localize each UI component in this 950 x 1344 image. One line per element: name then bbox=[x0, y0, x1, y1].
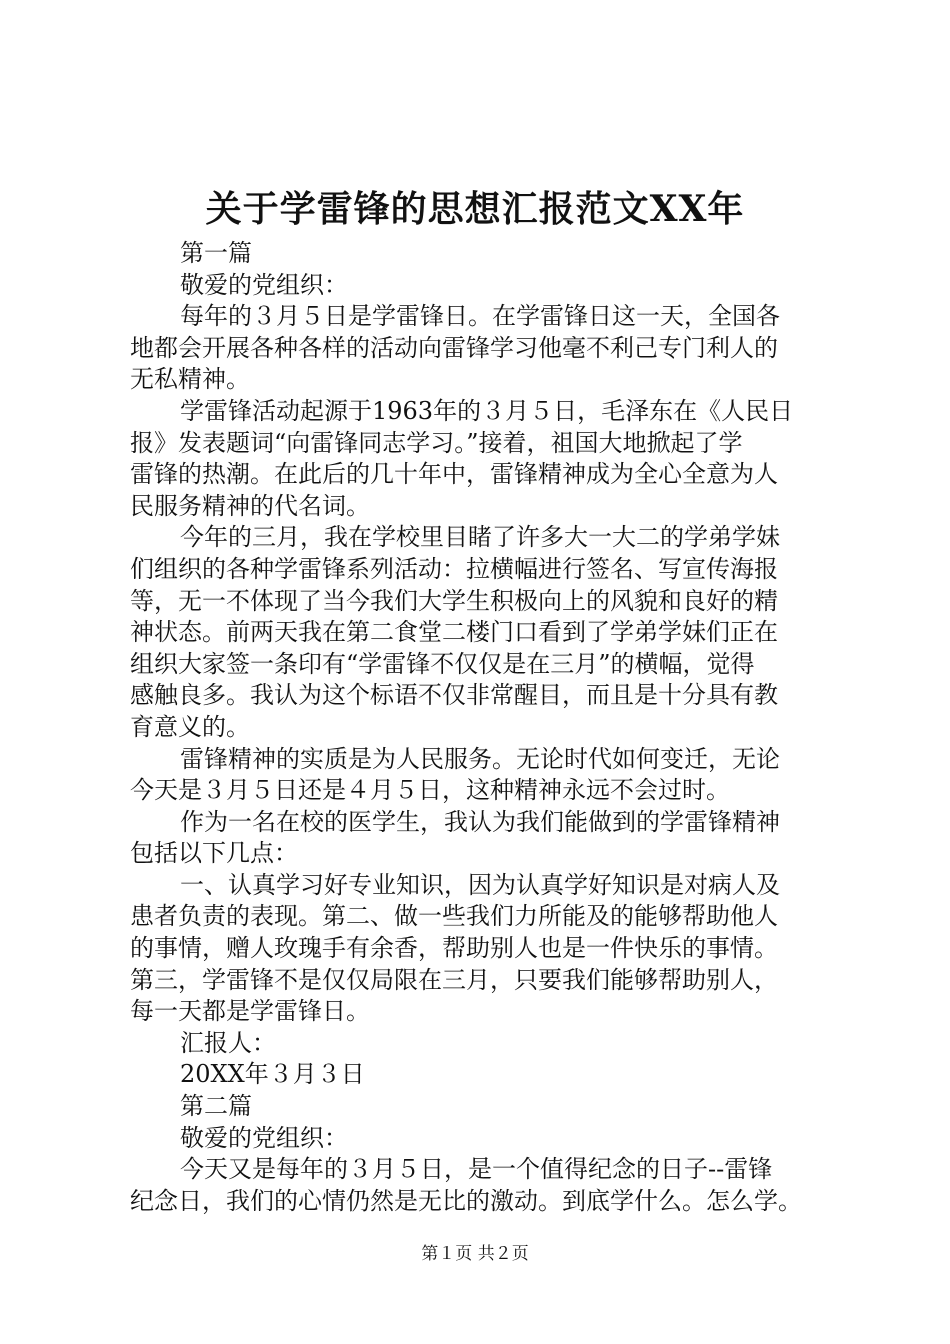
text-line: 每年的３月５日是学雷锋日。在学雷锋日这一天，全国各 bbox=[180, 302, 780, 331]
text-line: 学雷锋活动起源于1963年的３月５日，毛泽东在《人民日 bbox=[180, 396, 794, 425]
text-line: 汇报人： bbox=[180, 1028, 276, 1057]
text-line: 报》发表题词“向雷锋同志学习。”接着，祖国大地掀起了学 bbox=[130, 428, 743, 457]
text-line: 作为一名在校的医学生，我认为我们能做到的学雷锋精神 bbox=[180, 807, 780, 836]
text-line: 雷锋精神的实质是为人民服务。无论时代如何变迁，无论 bbox=[180, 744, 780, 773]
text-line: 每一天都是学雷锋日。 bbox=[130, 997, 370, 1026]
text-line: 感触良多。我认为这个标语不仅非常醒目，而且是十分具有教 bbox=[130, 681, 778, 710]
text-line: 敬爱的党组织： bbox=[180, 1123, 348, 1152]
text-line: 民服务精神的代名词。 bbox=[130, 491, 370, 520]
text-line: 组织大家签一条印有“学雷锋不仅仅是在三月”的横幅，觉得 bbox=[130, 649, 755, 678]
text-line: 神状态。前两天我在第二食堂二楼门口看到了学弟学妹们正在 bbox=[130, 618, 778, 647]
text-line: 今天又是每年的３月５日，是一个值得纪念的日子--雷锋 bbox=[180, 1155, 773, 1184]
text-line: 的事情，赠人玫瑰手有余香，帮助别人也是一件快乐的事情。 bbox=[130, 934, 778, 963]
text-line: 纪念日，我们的心情仍然是无比的激动。到底学什么。怎么学。 bbox=[130, 1186, 802, 1215]
text-line: 敬爱的党组织： bbox=[180, 270, 348, 299]
text-line: 地都会开展各种各样的活动向雷锋学习他毫不利己专门利人的 bbox=[130, 333, 778, 362]
document-body bbox=[130, 238, 830, 1217]
text-line: 今年的三月，我在学校里目睹了许多大一大二的学弟学妹 bbox=[180, 523, 780, 552]
text-line: 第一篇 bbox=[180, 239, 252, 267]
text-line: 雷锋的热潮。在此后的几十年中，雷锋精神成为全心全意为人 bbox=[130, 460, 778, 489]
text-line: 无私精神。 bbox=[130, 365, 250, 394]
text-line: 今天是３月５日还是４月５日，这种精神永远不会过时。 bbox=[130, 776, 730, 805]
text-line: 第二篇 bbox=[180, 1092, 252, 1121]
text-line: 们组织的各种学雷锋系列活动：拉横幅进行签名、写宣传海报 bbox=[130, 554, 778, 583]
text-line: 一、认真学习好专业知识，因为认真学好知识是对病人及 bbox=[180, 870, 780, 899]
document-title: 关于学雷锋的思想汇报范文XX年 bbox=[205, 188, 745, 230]
page-footer: 第１页 共２页 bbox=[421, 1244, 529, 1264]
text-line: 等，无一不体现了当今我们大学生积极向上的风貌和良好的精 bbox=[130, 586, 778, 615]
text-line: 第三，学雷锋不是仅仅局限在三月，只要我们能够帮助别人， bbox=[130, 965, 778, 994]
text-line: 育意义的。 bbox=[130, 712, 250, 741]
text-line: 包括以下几点： bbox=[130, 839, 298, 868]
text-line: 20XX年３月３日 bbox=[180, 1060, 365, 1089]
text-line: 患者负责的表现。第二、做一些我们力所能及的能够帮助他人 bbox=[130, 902, 778, 931]
